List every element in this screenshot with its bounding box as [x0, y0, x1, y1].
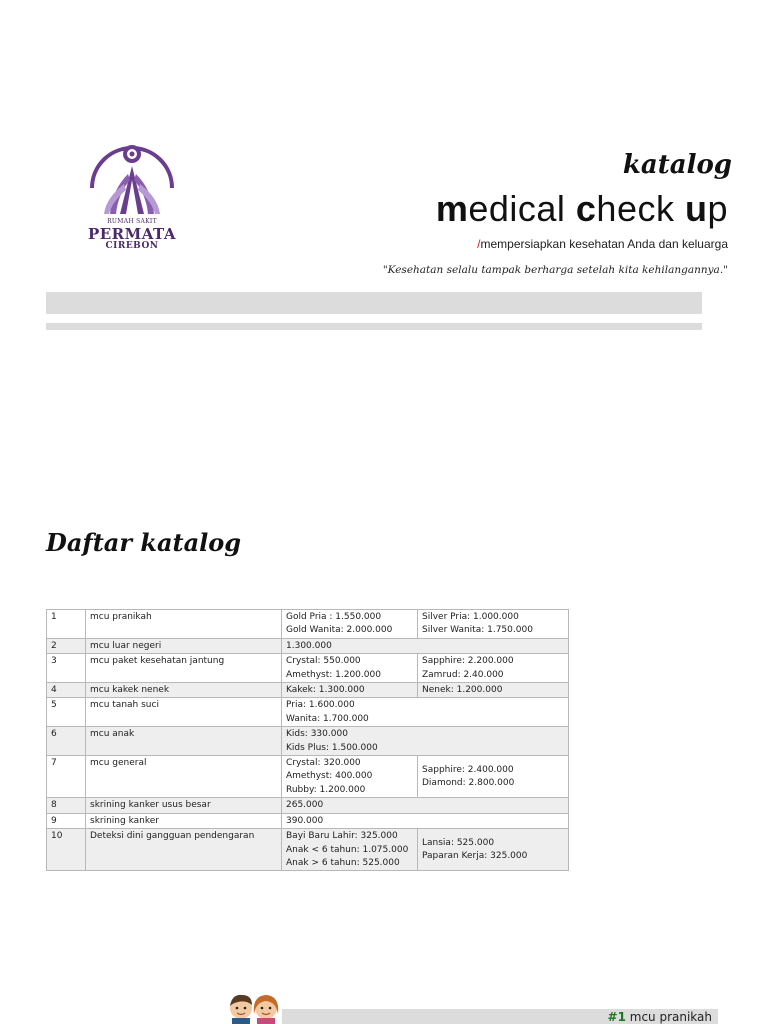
- price-line: Kids Plus: 1.500.000: [286, 742, 378, 753]
- price-line: Lansia: 525.000: [422, 837, 495, 848]
- package-name-text: skrining kanker: [90, 815, 159, 826]
- package-name: [86, 683, 282, 698]
- package-name-text: mcu anak: [90, 729, 135, 740]
- title-part-0: m: [435, 188, 469, 229]
- table-row: [47, 610, 569, 639]
- price-line: Pria: 1.600.000: [286, 700, 355, 711]
- price-line: Amethyst: 1.200.000: [286, 669, 381, 680]
- price-line: Silver Pria: 1.000.000: [422, 612, 519, 622]
- hospital-logo: [82, 140, 182, 255]
- price-line: Anak < 6 tahun: 1.075.000: [286, 844, 409, 855]
- footer-label: [608, 1010, 712, 1024]
- table-row: [47, 756, 569, 798]
- package-name-text: mcu tanah suci: [90, 700, 159, 711]
- package-name: [86, 698, 282, 727]
- row-number: [47, 813, 86, 828]
- title-part-1: edical: [468, 188, 576, 229]
- package-name: [86, 727, 282, 756]
- package-name: [86, 756, 282, 798]
- table-row: [47, 698, 569, 727]
- price-line: Silver Wanita: 1.750.000: [422, 625, 533, 636]
- row-number: [47, 756, 86, 798]
- row-number: [47, 727, 86, 756]
- price-line: Paparan Kerja: 325.000: [422, 851, 528, 862]
- row-number-text: 6: [51, 729, 57, 740]
- subtitle: [477, 237, 728, 251]
- footer-text: mcu pranikah: [629, 1010, 712, 1024]
- table-row: [47, 654, 569, 683]
- section-title: Daftar katalog: [46, 528, 242, 557]
- price-line: Kids: 330.000: [286, 729, 348, 740]
- package-name: [86, 654, 282, 683]
- price-line: Anak > 6 tahun: 525.000: [286, 857, 400, 868]
- row-number-text: 9: [51, 815, 57, 826]
- logo-line1: RUMAH SAKIT: [107, 218, 157, 225]
- title-part-4: u: [684, 188, 708, 229]
- package-name: [86, 798, 282, 813]
- row-number-text: 10: [51, 831, 63, 842]
- quote: "Kesehatan selalu tampak berharga setelah kita kehilangannya.": [382, 264, 728, 276]
- price-line: Nenek: 1.200.000: [422, 685, 503, 696]
- price-column-a: [282, 829, 418, 871]
- price-line: Bayi Baru Lahir: 325.000: [286, 831, 398, 842]
- logo-line3: CIREBON: [105, 241, 159, 251]
- row-number: [47, 829, 86, 871]
- footer-hash: #1: [607, 1010, 626, 1024]
- price-column-a: [282, 638, 569, 653]
- package-name-text: mcu general: [90, 758, 147, 769]
- price-column-a: [282, 654, 418, 683]
- package-name: [86, 829, 282, 871]
- price-line: Crystal: 550.000: [286, 656, 361, 667]
- row-number: [47, 654, 86, 683]
- price-line: Wanita: 1.700.000: [286, 713, 369, 724]
- logo-line2: PERMATA: [87, 225, 177, 243]
- price-line: Rubby: 1.200.000: [286, 784, 366, 795]
- katalog-label: katalog: [622, 150, 732, 180]
- price-line: Sapphire: 2.200.000: [422, 656, 514, 667]
- price-column-b: [418, 610, 569, 639]
- table-row: [47, 683, 569, 698]
- price-column-a: [282, 683, 418, 698]
- table-row: [47, 829, 569, 871]
- logo-emblem-icon: [82, 140, 182, 220]
- price-line: 265.000: [286, 800, 324, 811]
- price-column-b: [418, 683, 569, 698]
- row-number: [47, 610, 86, 639]
- row-number-text: 3: [51, 656, 57, 667]
- package-name: [86, 610, 282, 639]
- package-name-text: mcu luar negeri: [90, 640, 162, 651]
- row-number: [47, 698, 86, 727]
- subtitle-text: mempersiapkan kesehatan Anda dan keluarga: [480, 237, 728, 251]
- price-column-b: [418, 829, 569, 871]
- price-line: Amethyst: 400.000: [286, 771, 373, 782]
- price-line: Diamond: 2.800.000: [422, 778, 515, 789]
- divider-bar-top: [46, 292, 702, 314]
- price-column-a: [282, 610, 418, 639]
- package-name-text: mcu paket kesehatan jantung: [90, 656, 225, 667]
- title-part-5: p: [707, 188, 728, 229]
- page-title: [436, 188, 728, 230]
- price-line: Zamrud: 2.40.000: [422, 669, 504, 680]
- row-number: [47, 638, 86, 653]
- row-number-text: 2: [51, 640, 57, 651]
- table-row: [47, 798, 569, 813]
- price-line: 1.300.000: [286, 640, 332, 651]
- package-name: [86, 638, 282, 653]
- price-line: Kakek: 1.300.000: [286, 685, 365, 696]
- price-column-b: [418, 654, 569, 683]
- couple-icon: [224, 990, 284, 1024]
- subtitle-slash: /: [477, 237, 481, 251]
- row-number-text: 8: [51, 800, 57, 811]
- row-number: [47, 798, 86, 813]
- row-number-text: 5: [51, 700, 57, 711]
- price-line: 390.000: [286, 815, 324, 826]
- catalog-table: [46, 609, 569, 871]
- title-part-3: heck: [596, 188, 685, 229]
- price-column-a: [282, 813, 569, 828]
- table-row: [47, 727, 569, 756]
- row-number-text: 4: [51, 685, 57, 696]
- price-column-a: [282, 756, 418, 798]
- price-line: Crystal: 320.000: [286, 758, 361, 769]
- table-row: [47, 638, 569, 653]
- price-column-a: [282, 798, 569, 813]
- price-column-a: [282, 727, 569, 756]
- divider-bar-bottom: [46, 323, 702, 330]
- row-number-text: 7: [51, 758, 57, 769]
- title-part-2: c: [575, 188, 597, 229]
- row-number: [47, 683, 86, 698]
- package-name-text: mcu pranikah: [90, 612, 152, 622]
- price-line: Gold Pria : 1.550.000: [286, 612, 382, 622]
- price-column-a: [282, 698, 569, 727]
- table-row: [47, 813, 569, 828]
- price-line: Gold Wanita: 2.000.000: [286, 625, 393, 636]
- package-name-text: skrining kanker usus besar: [90, 800, 211, 811]
- price-line: Sapphire: 2.400.000: [422, 764, 514, 775]
- row-number-text: 1: [51, 612, 57, 622]
- package-name-text: mcu kakek nenek: [90, 685, 170, 696]
- package-name: [86, 813, 282, 828]
- package-name-text: Deteksi dini gangguan pendengaran: [90, 831, 255, 842]
- price-column-b: [418, 756, 569, 798]
